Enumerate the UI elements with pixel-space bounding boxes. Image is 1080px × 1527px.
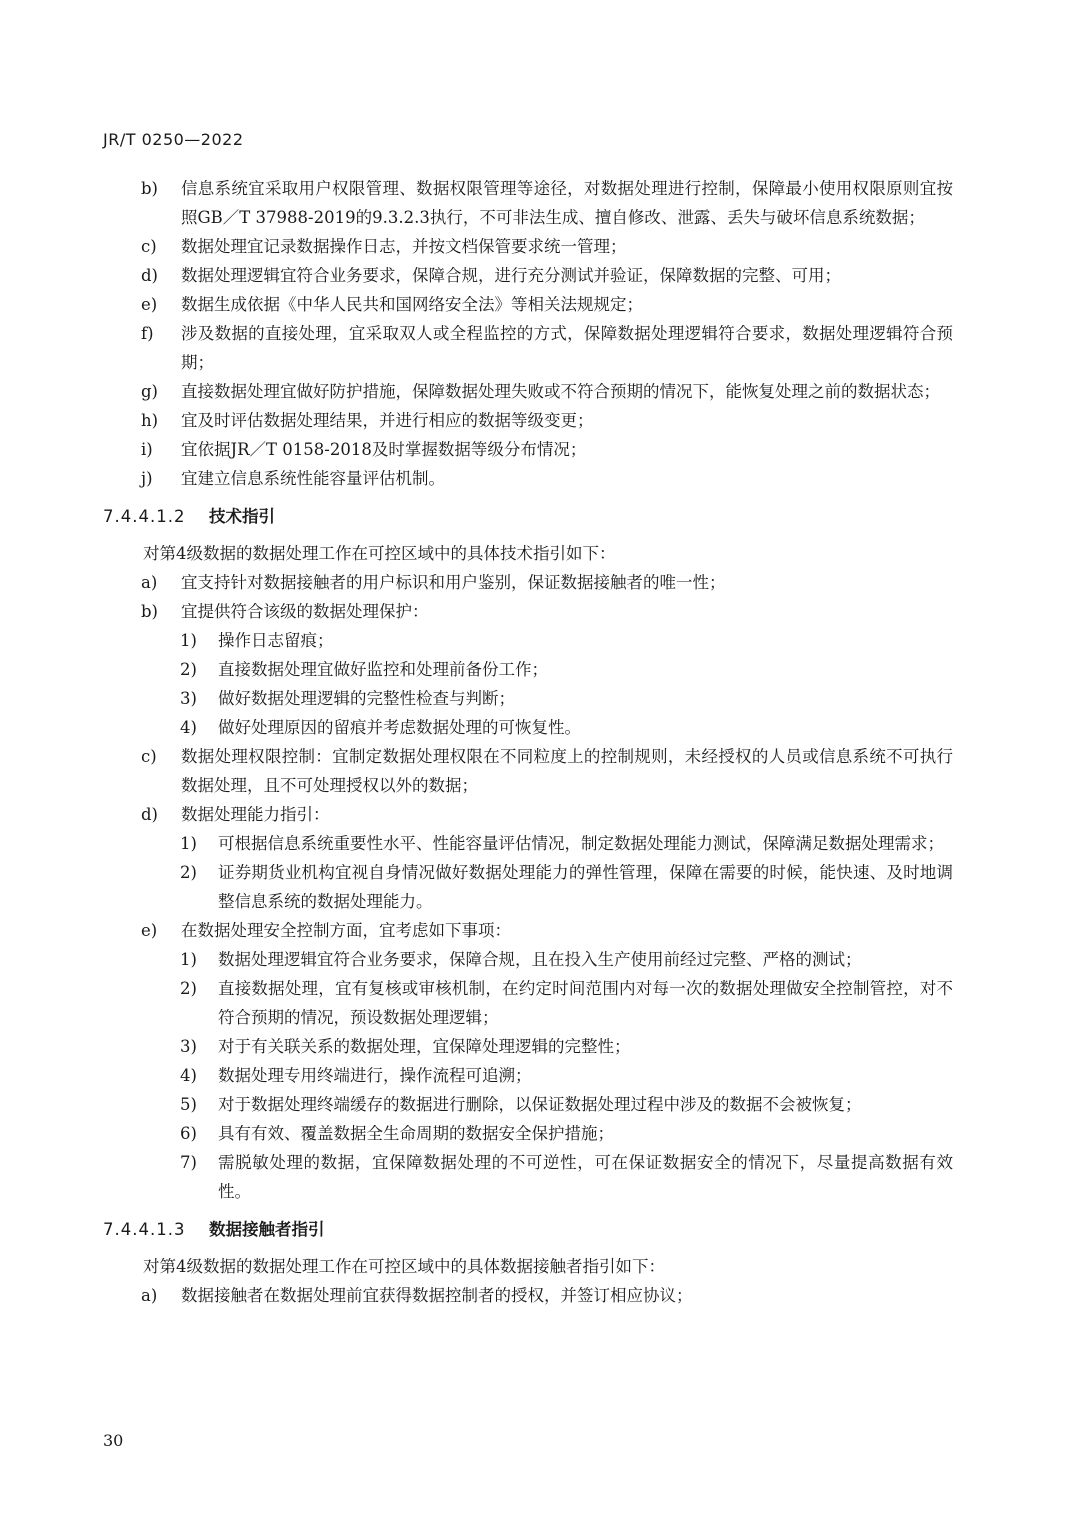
requirements-list (103, 174, 953, 493)
sub-list-item: 5) 对于数据处理终端缓存的数据进行删除，以保证数据处理过程中涉及的数据不会被恢复； (180, 1095, 862, 1114)
document-code: JR/T 0250—2022 (103, 130, 244, 149)
sub-list-item: 2) 证券期货业机构宜视自身情况做好数据处理能力的弹性管理，保障在需要的时候，能快速、及时地调整信息系统的数据处理能力。 (180, 863, 953, 911)
sub-list-item: 4) 数据处理专用终端进行，操作流程可追溯； (180, 1066, 532, 1085)
page-number: 30 (103, 1431, 124, 1450)
section-heading (103, 1215, 953, 1244)
list-item: b) 宜提供符合该级的数据处理保护： (141, 602, 429, 621)
sub-list-item: 3) 做好数据处理逻辑的完整性检查与判断； (180, 689, 515, 708)
list-item: b) 信息系统宜采取用户权限管理、数据权限管理等途径，对数据处理进行控制，保障最小使用权限原则宜按照GB／T 37988-2019的9.3.2.3执行，不可非法生成、擅自修改、泄露、丢失与破坏信息系统数据； (141, 179, 953, 227)
section-heading (103, 502, 953, 531)
sub-list-item: 1) 可根据信息系统重要性水平、性能容量评估情况，制定数据处理能力测试，保障满足数据处理需求； (180, 834, 944, 853)
list-item: c) 数据处理宜记录数据操作日志，并按文档保管要求统一管理； (141, 237, 627, 256)
section-intro: 对第4级数据的数据处理工作在可控区域中的具体数据接触者指引如下： (143, 1257, 665, 1276)
sub-list-item: 1) 数据处理逻辑宜符合业务要求，保障合规，且在投入生产使用前经过完整、严格的测试； (180, 950, 862, 969)
list-item: c) 数据处理权限控制：宜制定数据处理权限在不同粒度上的控制规则，未经授权的人员或信息系统不可执行数据处理，且不可处理授权以外的数据； (141, 747, 953, 795)
document-body (103, 174, 953, 1310)
list-item: d) 数据处理逻辑宜符合业务要求，保障合规，进行充分测试并验证，保障数据的完整、可用； (141, 266, 841, 285)
sub-list-item: 2) 直接数据处理，宜有复核或审核机制，在约定时间范围内对每一次的数据处理做安全控制管控，对不符合预期的情况，预设数据处理逻辑； (180, 979, 953, 1027)
sub-list-item: 7) 需脱敏处理的数据，宜保障数据处理的不可逆性，可在保证数据安全的情况下，尽量提高数据有效性。 (180, 1153, 953, 1201)
sub-list-item: 1) 操作日志留痕； (180, 631, 334, 650)
list-item: h) 宜及时评估数据处理结果，并进行相应的数据等级变更； (141, 411, 594, 430)
section-number: 7.4.4.1.2 (103, 507, 186, 526)
sub-list-item: 6) 具有有效、覆盖数据全生命周期的数据安全保护措施； (180, 1124, 614, 1143)
sub-list-item: 4) 做好处理原因的留痕并考虑数据处理的可恢复性。 (180, 718, 581, 737)
list-item: i) 宜依据JR／T 0158-2018及时掌握数据等级分布情况； (141, 440, 587, 459)
list-item: e) 在数据处理安全控制方面，宜考虑如下事项： (141, 921, 511, 940)
list-item: e) 数据生成依据《中华人民共和国网络安全法》等相关法规规定； (141, 295, 643, 314)
list-item: f) 涉及数据的直接处理，宜采取双人或全程监控的方式，保障数据处理逻辑符合要求，数据处理逻辑符合预期； (141, 324, 953, 372)
list-item: d) 数据处理能力指引： (141, 805, 330, 824)
sub-list-item: 2) 直接数据处理宜做好监控和处理前备份工作； (180, 660, 548, 679)
section-title: 数据接触者指引 (209, 1220, 325, 1239)
section-title: 技术指引 (209, 507, 275, 526)
section-intro: 对第4级数据的数据处理工作在可控区域中的具体技术指引如下： (143, 544, 616, 563)
section-number: 7.4.4.1.3 (103, 1220, 186, 1239)
list-item: j) 宜建立信息系统性能容量评估机制。 (141, 469, 445, 488)
list-item: a) 宜支持针对数据接触者的用户标识和用户鉴别，保证数据接触者的唯一性； (141, 573, 726, 592)
list-item: a) 数据接触者在数据处理前宜获得数据控制者的授权，并签订相应协议； (141, 1286, 693, 1305)
sub-list-item: 3) 对于有关联关系的数据处理，宜保障处理逻辑的完整性； (180, 1037, 631, 1056)
list-item: g) 直接数据处理宜做好防护措施，保障数据处理失败或不符合预期的情况下，能恢复处理之前的数据状态； (141, 382, 940, 401)
